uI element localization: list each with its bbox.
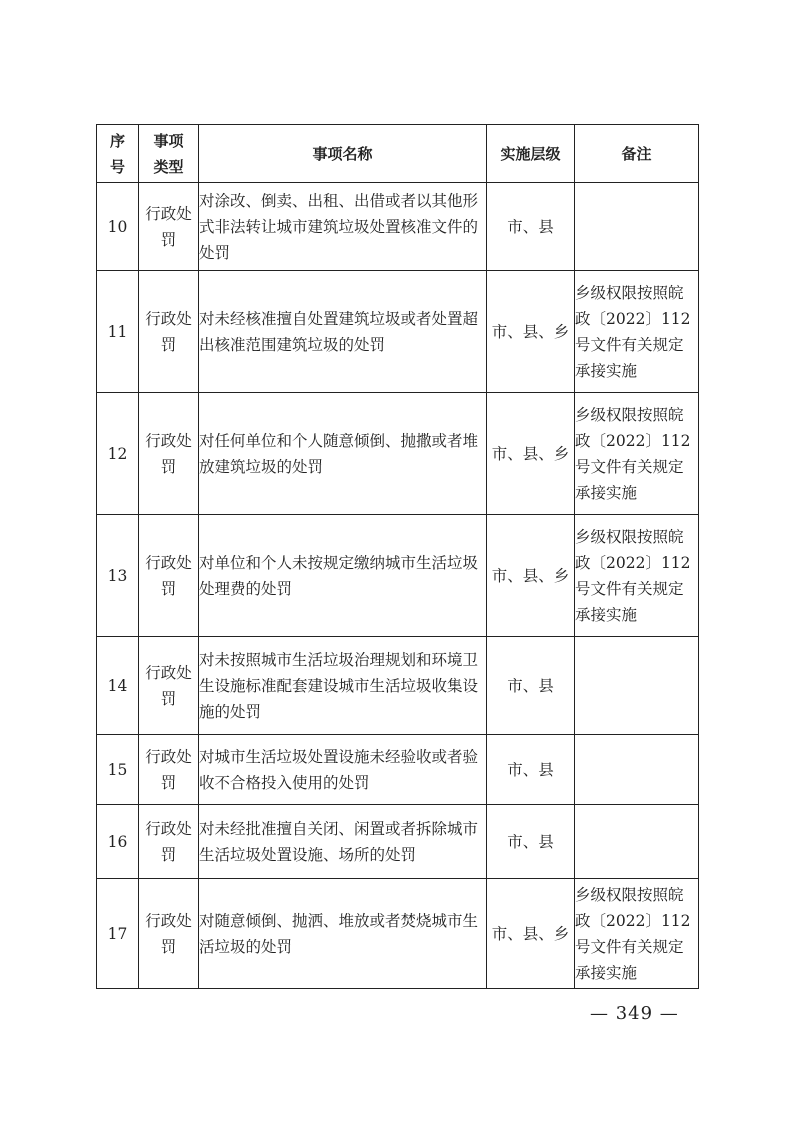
row-matter-type: 行政处罚 [139,879,199,989]
table-row [97,515,699,637]
row-matter-name: 对未经批准擅自关闭、闲置或者拆除城市生活垃圾处置设施、场所的处罚 [199,805,487,879]
table-row [97,393,699,515]
table-row [97,271,699,393]
row-matter-type: 行政处罚 [139,393,199,515]
row-matter-name: 对城市生活垃圾处置设施未经验收或者验收不合格投入使用的处罚 [199,735,487,805]
row-implementation-level: 市、县、乡 [487,393,575,515]
header-matter-type: 事项类型 [139,125,199,183]
page-number: — 349 — [590,1003,679,1024]
row-matter-name: 对任何单位和个人随意倾倒、抛撒或者堆放建筑垃圾的处罚 [199,393,487,515]
row-serial-number: 13 [97,515,139,637]
row-serial-number: 12 [97,393,139,515]
table-row [97,805,699,879]
table-header-row [97,125,699,183]
row-implementation-level: 市、县、乡 [487,271,575,393]
table-row [97,637,699,735]
row-matter-type: 行政处罚 [139,735,199,805]
table-row [97,183,699,271]
row-serial-number: 10 [97,183,139,271]
row-implementation-level: 市、县 [487,735,575,805]
row-serial-number: 14 [97,637,139,735]
row-implementation-level: 市、县 [487,637,575,735]
row-matter-type: 行政处罚 [139,271,199,393]
matters-table [96,124,699,989]
row-matter-name: 对涂改、倒卖、出租、出借或者以其他形式非法转让城市建筑垃圾处置核准文件的处罚 [199,183,487,271]
row-remarks: 乡级权限按照皖政〔2022〕112号文件有关规定承接实施 [575,271,699,393]
row-matter-name: 对未经核准擅自处置建筑垃圾或者处置超出核准范围建筑垃圾的处罚 [199,271,487,393]
header-matter-name: 事项名称 [199,125,487,183]
row-matter-name: 对随意倾倒、抛洒、堆放或者焚烧城市生活垃圾的处罚 [199,879,487,989]
row-remarks [575,637,699,735]
row-implementation-level: 市、县 [487,183,575,271]
row-serial-number: 16 [97,805,139,879]
row-remarks: 乡级权限按照皖政〔2022〕112号文件有关规定承接实施 [575,515,699,637]
row-implementation-level: 市、县、乡 [487,879,575,989]
header-serial-number: 序号 [97,125,139,183]
row-remarks [575,183,699,271]
table-row [97,735,699,805]
row-implementation-level: 市、县 [487,805,575,879]
row-matter-type: 行政处罚 [139,637,199,735]
row-implementation-level: 市、县、乡 [487,515,575,637]
row-remarks: 乡级权限按照皖政〔2022〕112号文件有关规定承接实施 [575,879,699,989]
row-serial-number: 15 [97,735,139,805]
row-remarks: 乡级权限按照皖政〔2022〕112号文件有关规定承接实施 [575,393,699,515]
row-matter-name: 对单位和个人未按规定缴纳城市生活垃圾处理费的处罚 [199,515,487,637]
header-remarks: 备注 [575,125,699,183]
row-remarks [575,735,699,805]
row-matter-type: 行政处罚 [139,515,199,637]
header-implementation-level: 实施层级 [487,125,575,183]
row-matter-type: 行政处罚 [139,183,199,271]
row-serial-number: 11 [97,271,139,393]
row-matter-type: 行政处罚 [139,805,199,879]
row-matter-name: 对未按照城市生活垃圾治理规划和环境卫生设施标准配套建设城市生活垃圾收集设施的处罚 [199,637,487,735]
table-row [97,879,699,989]
row-remarks [575,805,699,879]
row-serial-number: 17 [97,879,139,989]
